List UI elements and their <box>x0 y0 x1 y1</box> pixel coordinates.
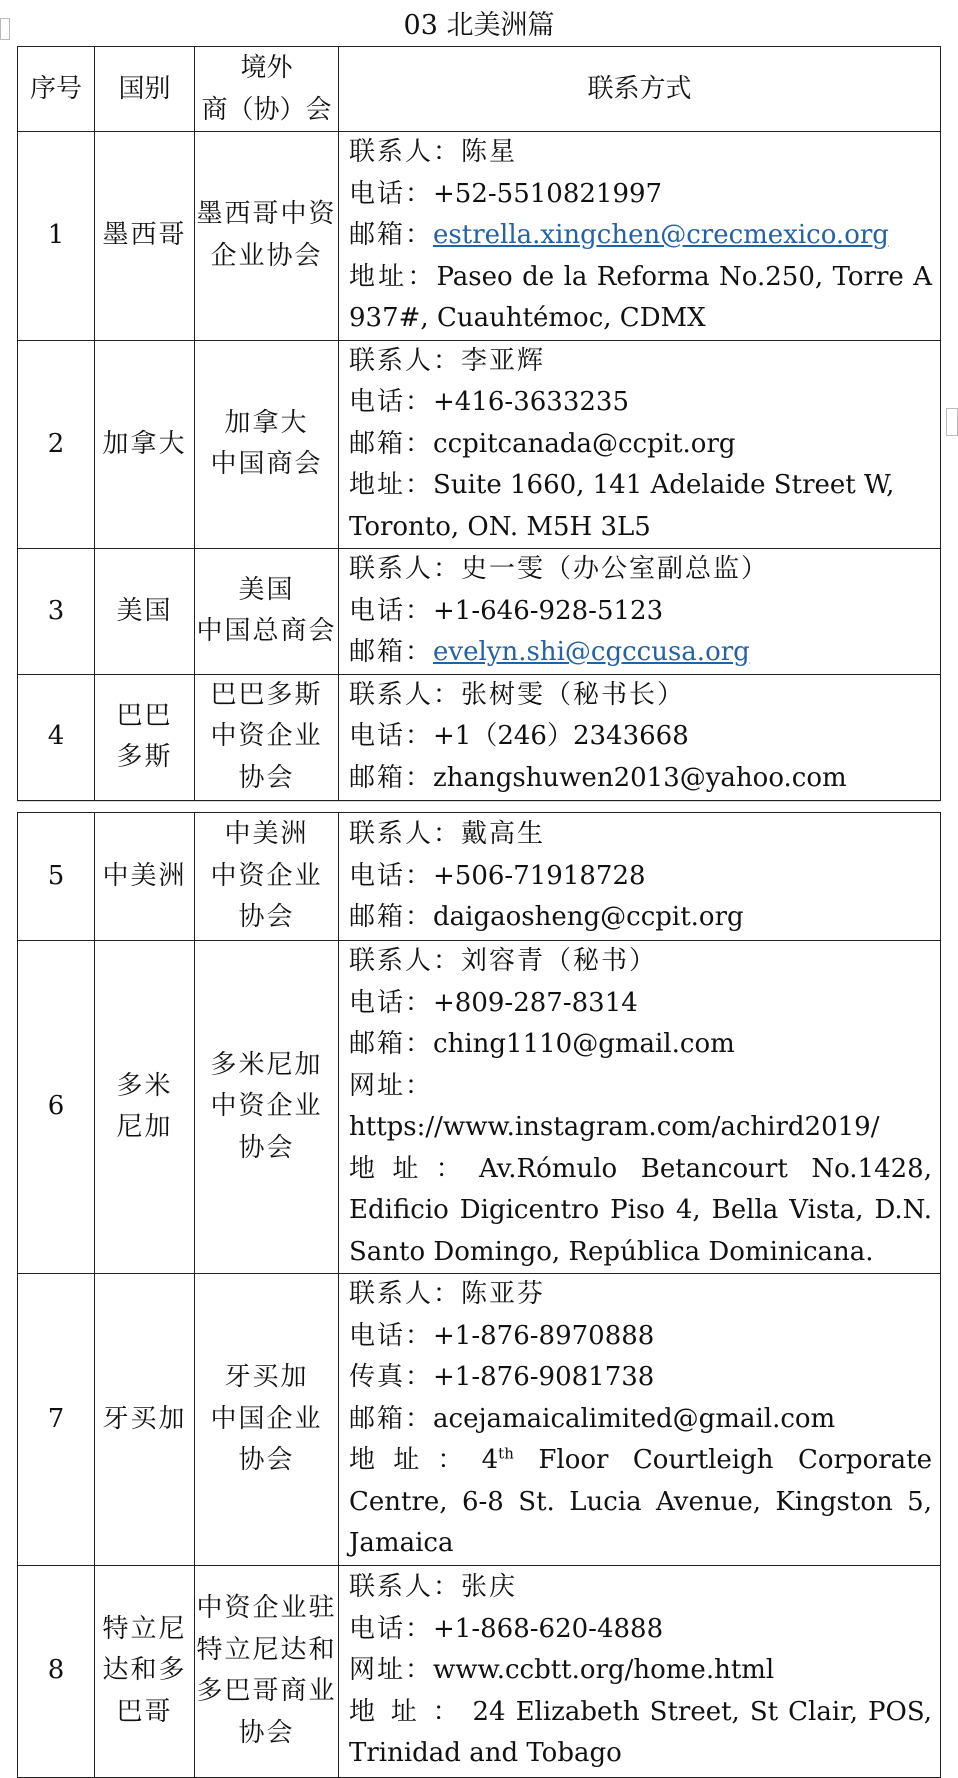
row-country: 牙买加 <box>95 1274 195 1566</box>
phone-number: +1-646-928-5123 <box>433 595 664 626</box>
row-num: 1 <box>18 132 95 341</box>
row-org: 中美洲 中资企业 协会 <box>195 813 339 941</box>
address-text: Av.Rómulo Betancourt No.1428, Edificio Digicentro Piso 4, Bella Vista, D.N. Santo Domingo, República Dominicana. <box>349 1153 932 1267</box>
contact-person: 戴高生 <box>461 819 546 850</box>
phone-number: +809-287-8314 <box>433 987 638 1018</box>
row-num: 8 <box>18 1565 95 1777</box>
page-margin-marker-right <box>946 408 958 436</box>
page-break-line <box>17 801 940 802</box>
address-text: Floor Courtleigh Corporate Centre, 6-8 St. Lucia Avenue, Kingston 5, Jamaica <box>349 1445 932 1558</box>
phone-number: +1-868-620-4888 <box>433 1613 664 1644</box>
contact-person: 张树雯（秘书长） <box>461 679 686 710</box>
row-org: 多米尼加 中资企业 协会 <box>195 941 339 1274</box>
table-row <box>18 674 941 800</box>
phone-number: +506-71918728 <box>433 860 646 891</box>
address-text: 24 Elizabeth Street, St Clair, POS, Trinidad and Tobago <box>349 1696 933 1769</box>
email-text: daigaosheng@ccpit.org <box>433 902 744 933</box>
fax-number: +1-876-9081738 <box>433 1362 655 1392</box>
row-num: 2 <box>18 340 95 549</box>
header-contact: 联系方式 <box>339 47 941 132</box>
row-num: 6 <box>18 941 95 1274</box>
address-text: Suite 1660, 141 Adelaide Street W, Toronto, ON. M5H 3L5 <box>349 470 895 542</box>
phone-number: +1（246）2343668 <box>433 721 689 752</box>
table-row <box>18 340 941 549</box>
contact-person: 陈星 <box>461 137 518 167</box>
table-row <box>18 549 941 675</box>
contact-person: 史一雯（办公室副总监） <box>461 554 770 584</box>
page-title: 03 北美洲篇 <box>403 10 555 41</box>
contact-person: 李亚辉 <box>461 345 546 376</box>
row-org: 墨西哥中资 企业协会 <box>195 132 339 341</box>
contact-person: 刘容青（秘书） <box>461 946 658 976</box>
email-link[interactable]: evelyn.shi@cgccusa.org <box>433 637 750 667</box>
contact-table-part-2 <box>17 812 941 1778</box>
email-text: zhangshuwen2013@yahoo.com <box>433 762 847 793</box>
contact-person: 张庆 <box>461 1572 518 1603</box>
address-ordinal: th <box>498 1444 514 1463</box>
row-country: 特立尼 达和多 巴哥 <box>95 1565 195 1777</box>
table-row <box>18 813 941 941</box>
table-row <box>18 1274 941 1566</box>
row-contact-info: 联系人：史一雯（办公室副总监） 电话：+1-646-928-5123 邮箱：evelyn.shi@cgccusa.org <box>339 549 941 675</box>
row-num: 3 <box>18 549 95 675</box>
row-country: 巴巴 多斯 <box>95 674 195 800</box>
header-org: 境外 商（协）会 <box>195 47 339 132</box>
table-header-row <box>18 47 941 132</box>
website-text: https://www.instagram.com/achird2019/ <box>349 1112 880 1142</box>
header-num: 序号 <box>18 47 95 132</box>
row-num: 4 <box>18 674 95 800</box>
row-contact-info: 联系人：刘容青（秘书） 电话：+809-287-8314 邮箱：ching1110@gmail.com 网址：https://www.instagram.com/achird2019/ 地址：Av.Rómulo Betancourt No.1428, Edificio Digicentro Piso 4, Bella Vista, D.N. Santo Domingo, República Dominicana. <box>339 941 941 1274</box>
phone-number: +1-876-8970888 <box>433 1320 655 1351</box>
row-country: 多米 尼加 <box>95 941 195 1274</box>
email-link[interactable]: estrella.xingchen@crecmexico.org <box>433 220 889 250</box>
table-row <box>18 1565 941 1777</box>
row-contact-info: 联系人：张树雯（秘书长） 电话：+1（246）2343668 邮箱：zhangshuwen2013@yahoo.com <box>339 674 941 800</box>
row-org: 中资企业驻 特立尼达和 多巴哥商业 协会 <box>195 1565 339 1777</box>
row-contact-info: 联系人：李亚辉 电话：+416-3633235 邮箱：ccpitcanada@ccpit.org 地址：Suite 1660, 141 Adelaide Street W, Toronto, ON. M5H 3L5 <box>339 340 941 549</box>
row-contact-info: 联系人：张庆 电话：+1-868-620-4888 网址：www.ccbtt.org/home.html 地 址 ： 24 Elizabeth Street, St Clair, POS, Trinidad and Tobago <box>339 1565 941 1777</box>
row-contact-info: 联系人：陈星 电话：+52-5510821997 邮箱：estrella.xingchen@crecmexico.org 地址：Paseo de la Reforma No.250, Torre A 937#, Cuauhtémoc, CDMX <box>339 132 941 341</box>
email-text: ccpitcanada@ccpit.org <box>433 428 736 459</box>
row-org: 牙买加 中国企业 协会 <box>195 1274 339 1566</box>
phone-number: +416-3633235 <box>433 387 630 417</box>
address-text: Paseo de la Reforma No.250, Torre A 937#, Cuauhtémoc, CDMX <box>349 261 932 333</box>
table-row <box>18 941 941 1274</box>
row-contact-info: 联系人：戴高生 电话：+506-71918728 邮箱：daigaosheng@ccpit.org <box>339 813 941 941</box>
header-country: 国别 <box>95 47 195 132</box>
row-contact-info: 联系人：陈亚芬 电话：+1-876-8970888 传真：+1-876-9081738 邮箱：acejamaicalimited@gmail.com 地址：4th Floor Courtleigh Corporate Centre, 6-8 St. Lucia Avenue, Kingston 5, Jamaica <box>339 1274 941 1566</box>
email-text: acejamaicalimited@gmail.com <box>433 1403 836 1434</box>
row-country: 美国 <box>95 549 195 675</box>
email-text: ching1110@gmail.com <box>433 1029 735 1059</box>
row-num: 7 <box>18 1274 95 1566</box>
row-country: 加拿大 <box>95 340 195 549</box>
address-number: 4 <box>481 1445 499 1475</box>
row-country: 墨西哥 <box>95 132 195 341</box>
website-text: www.ccbtt.org/home.html <box>433 1655 775 1686</box>
row-country: 中美洲 <box>95 813 195 941</box>
contact-person: 陈亚芬 <box>461 1279 546 1309</box>
phone-number: +52-5510821997 <box>433 178 663 209</box>
row-org: 加拿大 中国商会 <box>195 340 339 549</box>
row-org: 美国 中国总商会 <box>195 549 339 675</box>
row-num: 5 <box>18 813 95 941</box>
table-row <box>18 132 941 341</box>
row-org: 巴巴多斯 中资企业 协会 <box>195 674 339 800</box>
contact-table-part-1 <box>17 46 941 801</box>
